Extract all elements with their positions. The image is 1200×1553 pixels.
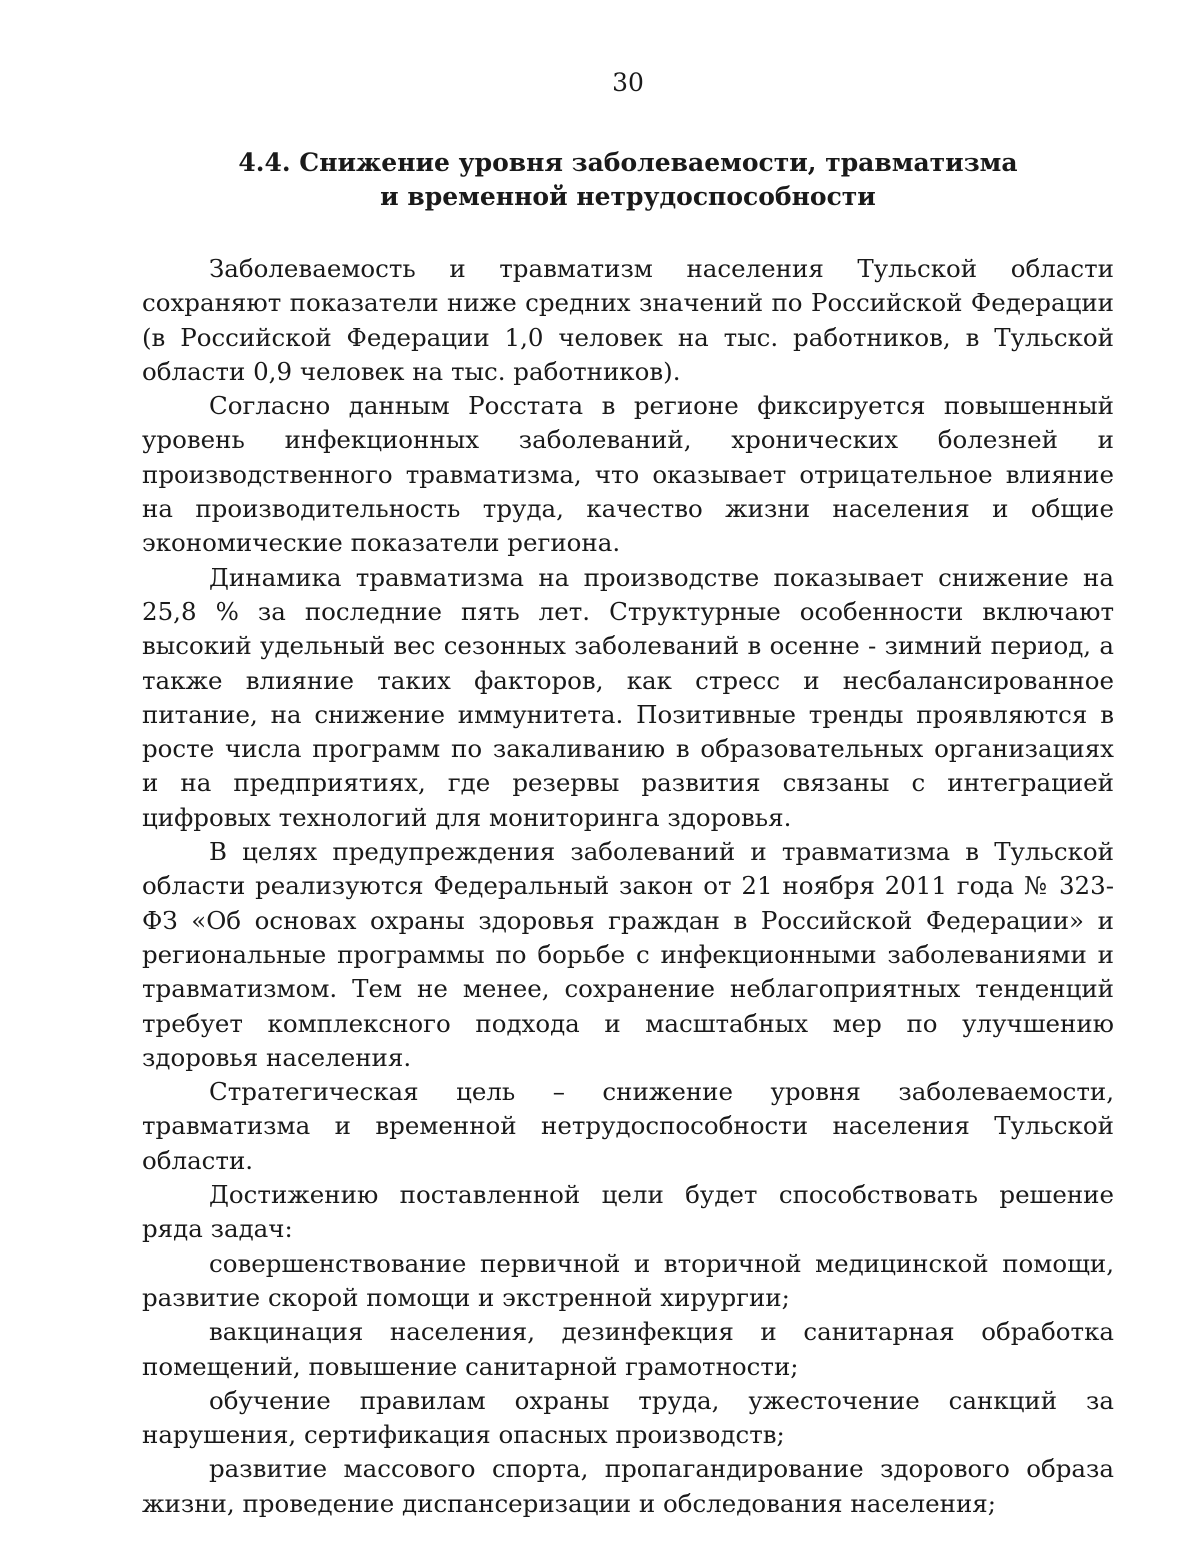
list-item-mass-sport: развитие массового спорта, пропагандирование здорового образа жизни, проведение диспансеризации и обследования населения; — [142, 1454, 1114, 1518]
paragraph-strategic-goal: Стратегическая цель – снижение уровня заболеваемости, травматизма и временной нетрудоспособности населения Тульской области. — [142, 1077, 1114, 1175]
list-item-labor-safety: обучение правилам охраны труда, ужесточение санкций за нарушения, сертификация опасных производств; — [142, 1385, 1114, 1450]
page-number: 30 — [612, 68, 644, 97]
section-title-line-1: 4.4. Снижение уровня заболеваемости, травматизма — [238, 148, 1018, 177]
paragraph-tasks-intro: Достижению поставленной цели будет способствовать решение ряда задач: — [142, 1180, 1114, 1244]
body-text — [142, 252, 1114, 1521]
paragraph-legislation: В целях предупреждения заболеваний и травматизма в Тульской области реализуются Федеральный закон от 21 ноября 2011 года № 323-ФЗ «Об основах охраны здоровья граждан в Российской Федерации» и региональные программы по борьбе с инфекционными заболеваниями и травматизмом. Тем не менее, сохранение неблагоприятных тенденций требует комплексного подхода и масштабных мер по улучшению здоровья населения. — [142, 837, 1114, 1072]
list-item-medical-care: совершенствование первичной и вторичной медицинской помощи, развитие скорой помощи и экстренной хирургии; — [142, 1248, 1114, 1312]
paragraph-injury-dynamics: Динамика травматизма на производстве показывает снижение на 25,8 % за последние пять лет. Структурные особенности включают высокий удельный вес сезонных заболеваний в осенне - зимний период, а также влияние таких факторов, как стресс и несбалансированное питание, на снижение иммунитета. Позитивные тренды проявляются в росте числа программ по закаливанию в образовательных организациях и на предприятиях, где резервы развития связаны с интеграцией цифровых технологий для мониторинга здоровья. — [142, 562, 1114, 832]
section-title — [142, 146, 1114, 214]
paragraph-rosstat-data: Согласно данным Росстата в регионе фиксируется повышенный уровень инфекционных заболеваний, хронических болезней и производственного травматизма, что оказывает отрицательное влияние на производительность труда, качество жизни населения и общие экономические показатели региона. — [142, 391, 1114, 558]
paragraph-morbidity-overview: Заболеваемость и травматизм населения Тульской области сохраняют показатели ниже средних значений по Российской Федерации (в Российской Федерации 1,0 человек на тыс. работников, в Тульской области 0,9 человек на тыс. работников). — [142, 254, 1114, 386]
list-item-vaccination: вакцинация населения, дезинфекция и санитарная обработка помещений, повышение санитарной грамотности; — [142, 1317, 1114, 1381]
section-title-line-2: и временной нетрудоспособности — [380, 182, 876, 211]
